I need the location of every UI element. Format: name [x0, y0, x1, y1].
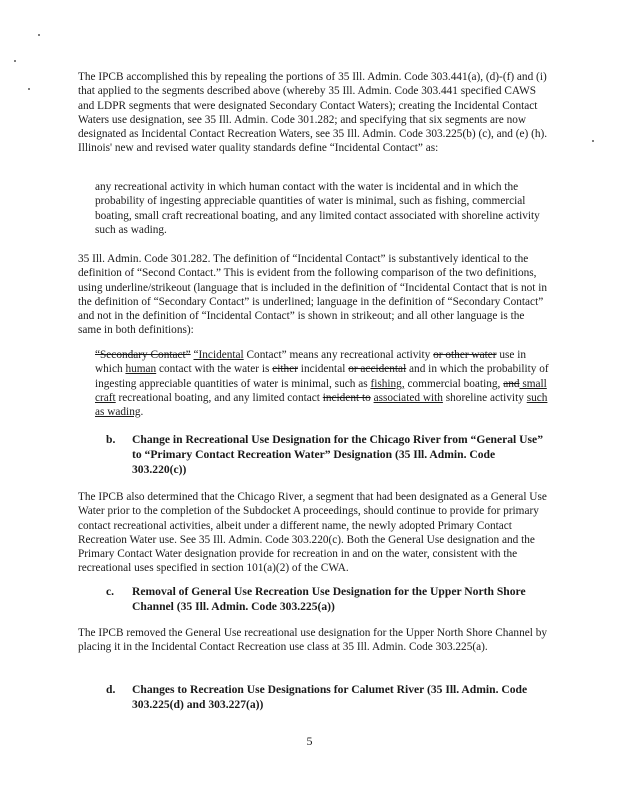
paragraph-upper-north-shore: The IPCB removed the General Use recreational use designation for the Upper North Shore Channel by placing it in the Incidental Contact Recreation use class at 35 Ill. Admin. Code 303.225(a).: [78, 627, 547, 654]
section-label: d.: [106, 683, 116, 696]
strikeout-text: and: [503, 377, 520, 390]
section-title: Changes to Recreation Use Designations for Calumet River (35 Ill. Admin. Code 303.225(d) and 303.227(a)): [132, 683, 528, 711]
underlined-text: small craft: [95, 377, 547, 404]
strikeout-text: or other water: [433, 349, 497, 361]
strikeout-text: either: [272, 363, 298, 376]
quote-incidental-contact-definition: any recreational activity in which human contact with the water is incidental and in which the probability of ingesting appreciable quantities of water is minimal, such as fishing, commercial boating, small craft recreational boating, and any limited contact associated with shoreline activity such as wading.: [95, 181, 540, 236]
underlined-text: such as wading: [95, 391, 548, 419]
section-title: Removal of General Use Recreation Use Designation for the Upper North Shore Channel (35 Ill. Admin. Code 303.225(a)): [132, 585, 526, 613]
underlined-text: fishing,: [370, 377, 405, 390]
strikeout-text: “Secondary Contact”: [95, 349, 191, 361]
paragraph-definition-comparison: 35 Ill. Admin. Code 301.282. The definition of “Incidental Contact” is substantively identical to the definition of “Second Contact.” This is evident from the following comparison of the two definitions, using underline/strikeout (language that is included in the definition of “Incidental Contact that is not in the definition of “Secondary Contact” is underlined; language in the definition of “Secondary Contact” and not in the definition of “Incidental Contact” is shown in strikeout; and all other language is the same in both definitions):: [78, 253, 548, 337]
strikeout-text: or accidental: [348, 363, 407, 376]
scan-speck: [38, 34, 40, 36]
quote-underline-strikeout-comparison: “Secondary Contact” “Incidental Contact” means any recreational activity or other water use in which human contact with the water is either incidental or accidental and in which the probability of ingesting appreciable quantities of water is minimal, such as fishing, commercial boating, and small craft recreational boating, and any limited contact incident to associated with shoreline activity such as wading.: [95, 349, 549, 419]
scan-speck: [28, 88, 30, 90]
section-heading-b: [106, 432, 550, 477]
section-label: c.: [106, 585, 115, 598]
section-heading-c: [106, 584, 550, 614]
page-number: 5: [306, 734, 313, 748]
underlined-text: human: [125, 363, 157, 376]
underlined-text: “Incidental: [193, 349, 244, 361]
scan-speck: [592, 140, 594, 142]
paragraph-ipcb-repeal: The IPCB accomplished this by repealing the portions of 35 Ill. Admin. Code 303.441(a), (d)-(f) and (i) that applied to the segments described above (whereby 35 Ill. Admin. Code 303.441 specified CAWS and LDPR segments that were designated Secondary Contact Waters); creating the Incidental Contact Waters use designation, see 35 Ill. Admin. Code 301.282; and specifying that six segments are now designated as Incidental Contact Recreation Waters, see 35 Ill. Admin. Code 303.225(b) (c), and (e) (h). Illinois' new and revised water quality standards define “Incidental Contact” as:: [78, 71, 548, 155]
underlined-text: associated with: [373, 391, 443, 404]
section-label: b.: [106, 433, 116, 446]
section-heading-d: [106, 682, 550, 712]
paragraph-chicago-river: The IPCB also determined that the Chicago River, a segment that had been designated as a General Use Water prior to the completion of the Subdocket A proceedings, should continue to provide for primary contact recreational activities, albeit under a different name, the newly adopted Primary Contact Recreation Water use. See 35 Ill. Admin. Code 303.220(c). Both the General Use designation and the Primary Contact Water designation provide for recreation in and on the water, consistent with the recreational uses specified in section 101(a)(2) of the CWA.: [78, 491, 547, 575]
scan-speck: [14, 60, 16, 62]
section-title: Change in Recreational Use Designation for the Chicago River from “General Use” to “Primary Contact Recreation Water” Designation (35 Ill. Admin. Code 303.220(c)): [132, 433, 543, 476]
strikeout-text: incident to: [322, 391, 371, 404]
